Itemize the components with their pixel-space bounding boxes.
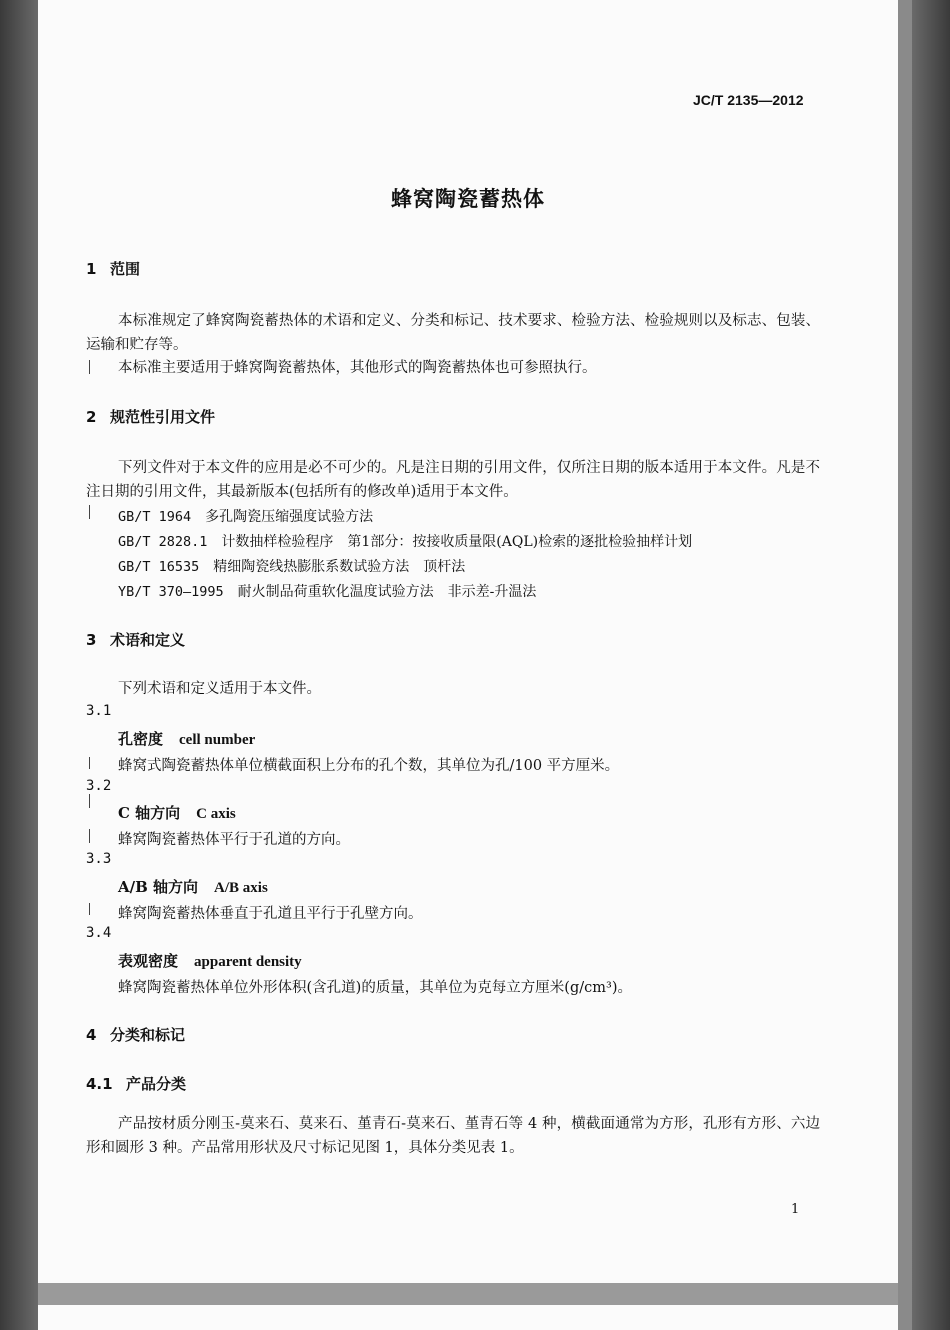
subsection-4-1-heading — [86, 1073, 186, 1094]
scope-paragraph-1: 本标准规定了蜂窝陶瓷蓄热体的术语和定义、分类和标记、技术要求、检验方法、检验规则以及标志、包装、运输和贮存等。 — [86, 313, 820, 353]
section-title: 术语和定义 — [110, 631, 186, 649]
term-zh: 孔密度 — [118, 730, 164, 748]
scope-paragraph-2: 本标准主要适用于蜂窝陶瓷蓄热体，其他形式的陶瓷蓄热体也可参照执行。 — [118, 360, 597, 376]
reference-title: 耐火制品荷重软化温度试验方法 非示差-升温法 — [237, 584, 537, 600]
reference-code: GB/T 2828.1 — [118, 534, 208, 550]
standard-number: JC/T 2135—2012 — [693, 92, 804, 108]
section-number: 2 — [86, 408, 97, 426]
page-number: 1 — [791, 1202, 800, 1217]
section-title: 范围 — [110, 260, 141, 278]
term-definition: 蜂窝式陶瓷蓄热体单位横截面积上分布的孔个数，其单位为孔/100 平方厘米。 — [118, 758, 620, 774]
page-gap — [38, 1283, 898, 1305]
term-definition: 蜂窝陶瓷蓄热体平行于孔道的方向。 — [118, 832, 350, 848]
section-1-heading — [86, 258, 140, 279]
classification-paragraph: 产品按材质分刚玉-莫来石、莫来石、堇青石-莫来石、堇青石等 4 种，横截面通常为方形，孔形有方形、六边形和圆形 3 种。产品常用形状及尺寸标记见图 1，具体分类见表 1。 — [86, 1116, 820, 1156]
scan-artifact — [89, 794, 90, 808]
term-number: 3.4 — [86, 925, 112, 941]
subsection-number: 4.1 — [86, 1075, 113, 1093]
scan-artifact — [89, 903, 90, 915]
term-definition: 蜂窝陶瓷蓄热体单位外形体积(含孔道)的质量，其单位为克每立方厘米(g/cm³)。 — [118, 980, 632, 996]
next-page-edge — [38, 1305, 898, 1330]
subsection-title: 产品分类 — [126, 1075, 187, 1093]
reference-item — [118, 581, 536, 601]
section-title: 规范性引用文件 — [110, 408, 216, 426]
term-en: A/B axis — [214, 880, 268, 896]
reference-title: 精细陶瓷线热膨胀系数试验方法 顶杆法 — [213, 559, 466, 575]
section-number: 1 — [86, 260, 97, 278]
scan-artifact — [89, 360, 90, 374]
term-heading — [118, 950, 302, 971]
terms-intro: 下列术语和定义适用于本文件。 — [118, 681, 321, 697]
term-en: C axis — [196, 806, 236, 822]
term-definition: 蜂窝陶瓷蓄热体垂直于孔道且平行于孔壁方向。 — [118, 906, 423, 922]
reference-code: GB/T 16535 — [118, 559, 200, 575]
scan-artifact — [89, 829, 90, 843]
section-title: 分类和标记 — [110, 1026, 186, 1044]
reference-item — [118, 556, 465, 576]
term-heading — [118, 728, 255, 749]
term-zh: C 轴方向 — [118, 804, 181, 822]
reference-item — [118, 506, 373, 526]
document-title: 蜂窝陶瓷蓄热体 — [391, 187, 545, 211]
term-number: 3.1 — [86, 703, 112, 719]
reference-title: 多孔陶瓷压缩强度试验方法 — [205, 509, 374, 525]
references-intro: 下列文件对于本文件的应用是必不可少的。凡是注日期的引用文件，仅所注日期的版本适用于本文件。凡是不注日期的引用文件，其最新版本(包括所有的修改单)适用于本文件。 — [86, 460, 820, 500]
term-heading — [118, 876, 268, 897]
reference-code: YB/T 370—1995 — [118, 584, 224, 600]
term-en: apparent density — [194, 954, 302, 970]
term-zh: A/B 轴方向 — [118, 878, 199, 896]
term-heading — [118, 802, 236, 823]
section-4-heading — [86, 1024, 185, 1045]
section-number: 4 — [86, 1026, 97, 1044]
reference-code: GB/T 1964 — [118, 509, 192, 525]
reference-title: 计数抽样检验程序 第1部分：按接收质量限(AQL)检索的逐批检验抽样计划 — [221, 534, 693, 550]
term-number: 3.2 — [86, 778, 112, 794]
section-2-heading — [86, 406, 215, 427]
document-page — [38, 0, 898, 1283]
reference-item — [118, 531, 692, 551]
scan-artifact — [89, 757, 90, 769]
term-en: cell number — [179, 732, 256, 748]
term-zh: 表观密度 — [118, 952, 179, 970]
term-number: 3.3 — [86, 851, 112, 867]
section-3-heading — [86, 629, 185, 650]
section-number: 3 — [86, 631, 97, 649]
scan-artifact — [89, 505, 90, 519]
